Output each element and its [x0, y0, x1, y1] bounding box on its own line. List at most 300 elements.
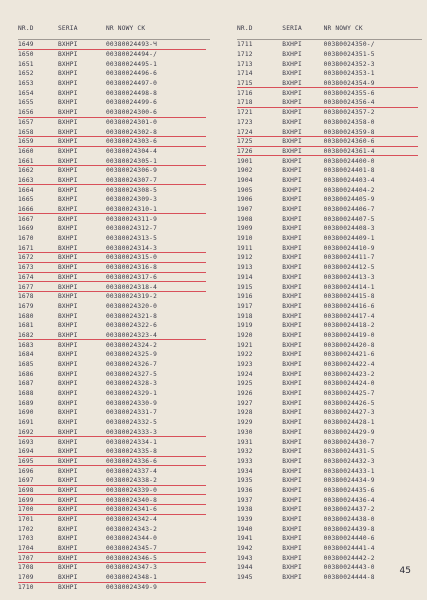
row-nr-nowy: 00380024414-1 — [323, 283, 375, 291]
row-seria: BXHPI — [282, 525, 302, 533]
row-seria: BXHPI — [58, 574, 78, 582]
row-nr-nowy: 00380024314-3 — [106, 244, 158, 252]
row-nr-nowy: 00380024339-0 — [106, 486, 158, 494]
row-nr: 1929 — [237, 419, 253, 427]
row-seria: BXHPI — [282, 574, 302, 582]
row-nr-nowy: 00380024341-6 — [106, 506, 158, 514]
table-row — [237, 437, 422, 447]
table-row — [237, 302, 422, 312]
row-nr: 1702 — [18, 525, 34, 533]
row-seria: BXHPI — [282, 370, 302, 378]
row-nr: 1688 — [18, 390, 34, 398]
row-seria: BXHPI — [282, 477, 302, 485]
row-seria: BXHPI — [58, 341, 78, 349]
table-row — [18, 505, 210, 515]
row-seria: BXHPI — [282, 409, 302, 417]
row-nr-nowy: 00380024423-2 — [323, 370, 375, 378]
table-row — [237, 79, 422, 89]
row-nr-nowy: 00380024304-4 — [106, 147, 158, 155]
table-row — [237, 360, 422, 370]
row-nr: 1928 — [237, 409, 253, 417]
header-nr: NR.D — [18, 24, 34, 32]
row-nr-nowy: 00380024350-/ — [323, 41, 375, 49]
row-nr: 1939 — [237, 516, 253, 524]
table-row — [237, 369, 422, 379]
row-seria: BXHPI — [282, 457, 302, 465]
table-row — [18, 418, 210, 428]
header-nr: NR.D — [237, 24, 253, 32]
row-seria: BXHPI — [282, 157, 302, 165]
row-seria: BXHPI — [282, 428, 302, 436]
table-row — [237, 408, 422, 418]
row-nr-nowy: 00380024321-8 — [106, 312, 158, 320]
table-row — [18, 166, 210, 176]
table-row — [18, 185, 210, 195]
row-nr-nowy: 0038002449З-Ч — [106, 41, 158, 49]
row-nr-nowy: 00380024430-7 — [323, 438, 375, 446]
row-seria: BXHPI — [58, 235, 78, 243]
row-nr-nowy: 00380024436-4 — [323, 496, 375, 504]
row-seria: BXHPI — [282, 535, 302, 543]
row-nr: 1701 — [18, 516, 34, 524]
row-nr: 1661 — [18, 157, 34, 165]
row-seria: BXHPI — [58, 206, 78, 214]
row-nr-nowy: 00380024429-9 — [323, 428, 375, 436]
row-seria: BXHPI — [58, 312, 78, 320]
table-row — [18, 176, 210, 186]
table-row — [237, 331, 422, 341]
row-nr-nowy: 00380024403-4 — [323, 176, 375, 184]
row-nr: 1938 — [237, 506, 253, 514]
row-nr-nowy: 00380024361-4 — [323, 147, 375, 155]
row-seria: BXHPI — [58, 399, 78, 407]
row-nr: 1677 — [18, 283, 34, 291]
row-nr: 1659 — [18, 138, 34, 146]
table-row — [237, 505, 422, 515]
row-nr-nowy: 00380024313-5 — [106, 235, 158, 243]
row-nr: 1686 — [18, 370, 34, 378]
row-nr: 1709 — [18, 574, 34, 582]
row-nr-nowy: 00380024425-7 — [323, 390, 375, 398]
table-row — [237, 273, 422, 283]
row-seria: BXHPI — [58, 186, 78, 194]
row-seria: BXHPI — [58, 554, 78, 562]
row-nr-nowy: 00380024405-9 — [323, 196, 375, 204]
row-nr-nowy: 00380024311-9 — [106, 215, 158, 223]
row-nr-nowy: 00380024306-9 — [106, 167, 158, 175]
row-nr: 1718 — [237, 99, 253, 107]
row-nr: 1684 — [18, 351, 34, 359]
row-nr: 1902 — [237, 167, 253, 175]
table-row — [237, 88, 422, 98]
row-seria: BXHPI — [58, 157, 78, 165]
row-nr-nowy: 00380024318-4 — [106, 283, 158, 291]
row-nr: 1662 — [18, 167, 34, 175]
row-nr-nowy: 00380024434-9 — [323, 477, 375, 485]
row-nr-nowy: 00380024497-0 — [106, 80, 158, 88]
table-row — [18, 195, 210, 205]
row-seria: BXHPI — [58, 302, 78, 310]
row-nr-nowy: 00380024340-8 — [106, 496, 158, 504]
row-seria: BXHPI — [58, 380, 78, 388]
row-seria: BXHPI — [282, 564, 302, 572]
row-seria: BXHPI — [282, 118, 302, 126]
table-row — [18, 476, 210, 486]
row-nr-nowy: 00380024427-3 — [323, 409, 375, 417]
row-seria: BXHPI — [282, 244, 302, 252]
row-nr-nowy: 00380024428-1 — [323, 419, 375, 427]
right-table-body — [237, 40, 422, 583]
row-nr: 1920 — [237, 331, 253, 339]
table-row — [18, 88, 210, 98]
row-seria: BXHPI — [58, 477, 78, 485]
row-nr: 1697 — [18, 477, 34, 485]
table-row — [237, 156, 422, 166]
row-nr: 1653 — [18, 80, 34, 88]
table-row — [18, 59, 210, 69]
row-seria: BXHPI — [282, 390, 302, 398]
row-seria: BXHPI — [282, 341, 302, 349]
row-nr-nowy: 00380024338-2 — [106, 477, 158, 485]
row-nr: 1918 — [237, 312, 253, 320]
table-row — [237, 166, 422, 176]
row-nr: 1660 — [18, 147, 34, 155]
table-row — [18, 253, 210, 263]
table-row — [18, 515, 210, 525]
row-seria: BXHPI — [282, 283, 302, 291]
row-seria: BXHPI — [282, 516, 302, 524]
row-nr: 1936 — [237, 486, 253, 494]
row-nr: 1711 — [237, 41, 253, 49]
table-row — [237, 147, 422, 157]
row-nr: 1901 — [237, 157, 253, 165]
table-row — [18, 369, 210, 379]
row-nr-nowy: 00380024320-0 — [106, 302, 158, 310]
row-seria: BXHPI — [58, 167, 78, 175]
row-nr: 1682 — [18, 331, 34, 339]
table-row — [237, 263, 422, 273]
row-seria: BXHPI — [282, 380, 302, 388]
row-seria: BXHPI — [282, 89, 302, 97]
row-nr: 1708 — [18, 564, 34, 572]
row-nr-nowy: 00380024345-7 — [106, 545, 158, 553]
row-seria: BXHPI — [58, 457, 78, 465]
row-seria: BXHPI — [58, 331, 78, 339]
row-nr-nowy: 00380024353-1 — [323, 70, 375, 78]
row-seria: BXHPI — [58, 545, 78, 553]
row-nr: 1679 — [18, 302, 34, 310]
row-nr-nowy: 00380024322-6 — [106, 322, 158, 330]
table-row — [237, 447, 422, 457]
page-number: 45 — [399, 566, 411, 576]
row-nr-nowy: 00380024331-7 — [106, 409, 158, 417]
row-nr-nowy: 00380024424-0 — [323, 380, 375, 388]
row-nr: 1912 — [237, 254, 253, 262]
row-nr: 1680 — [18, 312, 34, 320]
table-row — [237, 98, 422, 108]
row-seria: BXHPI — [282, 60, 302, 68]
row-nr-nowy: 00380024307-7 — [106, 176, 158, 184]
row-nr: 1934 — [237, 467, 253, 475]
row-seria: BXHPI — [282, 351, 302, 359]
table-row — [18, 263, 210, 273]
row-seria: BXHPI — [58, 118, 78, 126]
row-nr-nowy: 00380024351-5 — [323, 51, 375, 59]
row-seria: BXHPI — [58, 128, 78, 136]
row-nr-nowy: 00380024404-2 — [323, 186, 375, 194]
row-nr-nowy: 00380024441-4 — [323, 545, 375, 553]
table-row — [237, 59, 422, 69]
row-seria: BXHPI — [58, 496, 78, 504]
row-seria: BXHPI — [58, 109, 78, 117]
row-nr: 1672 — [18, 254, 34, 262]
table-row — [18, 447, 210, 457]
row-nr-nowy: 00380024400-0 — [323, 157, 375, 165]
row-nr-nowy: 00380024418-2 — [323, 322, 375, 330]
row-nr-nowy: 00380024308-5 — [106, 186, 158, 194]
table-row — [237, 69, 422, 79]
row-nr-nowy: 00380024300-6 — [106, 109, 158, 117]
table-row — [237, 524, 422, 534]
row-nr-nowy: 00380024443-0 — [323, 564, 375, 572]
table-row — [18, 118, 210, 128]
row-seria: BXHPI — [58, 196, 78, 204]
row-seria: BXHPI — [282, 448, 302, 456]
table-row — [237, 224, 422, 234]
table-row — [18, 224, 210, 234]
table-row — [237, 40, 422, 50]
row-nr: 1911 — [237, 244, 253, 252]
row-nr: 1691 — [18, 419, 34, 427]
row-seria: BXHPI — [58, 467, 78, 475]
table-row — [237, 486, 422, 496]
table-row — [237, 108, 422, 118]
table-row — [237, 389, 422, 399]
table-row — [237, 311, 422, 321]
row-nr: 1943 — [237, 554, 253, 562]
header-nr-nowy: NR NOWY CK — [323, 24, 363, 32]
table-row — [18, 40, 210, 50]
row-nr: 1923 — [237, 361, 253, 369]
row-seria: BXHPI — [282, 506, 302, 514]
row-nr: 1935 — [237, 477, 253, 485]
row-nr: 1919 — [237, 322, 253, 330]
table-row — [18, 69, 210, 79]
row-nr: 1665 — [18, 196, 34, 204]
table-row — [18, 214, 210, 224]
row-nr-nowy: 00380024349-9 — [106, 583, 158, 591]
row-nr-nowy: 00380024494-/ — [106, 51, 158, 59]
row-seria: BXHPI — [58, 293, 78, 301]
row-nr-nowy: 00380024309-3 — [106, 196, 158, 204]
row-nr-nowy: 00380024442-2 — [323, 554, 375, 562]
table-row — [18, 321, 210, 331]
table-row — [237, 185, 422, 195]
row-nr-nowy: 00380024437-2 — [323, 506, 375, 514]
table-row — [18, 389, 210, 399]
table-row — [237, 118, 422, 128]
row-seria: BXHPI — [282, 467, 302, 475]
row-nr: 1651 — [18, 60, 34, 68]
row-nr: 1937 — [237, 496, 253, 504]
row-seria: BXHPI — [58, 583, 78, 591]
row-nr-nowy: 00380024316-8 — [106, 264, 158, 272]
row-nr-nowy: 00380024444-8 — [323, 574, 375, 582]
table-row — [18, 553, 210, 563]
row-seria: BXHPI — [58, 525, 78, 533]
row-seria: BXHPI — [282, 438, 302, 446]
row-nr: 1945 — [237, 574, 253, 582]
row-nr: 1693 — [18, 438, 34, 446]
row-nr: 1725 — [237, 138, 253, 146]
table-row — [18, 292, 210, 302]
row-nr-nowy: 00380024302-8 — [106, 128, 158, 136]
row-seria: BXHPI — [58, 516, 78, 524]
row-nr-nowy: 00380024354-9 — [323, 80, 375, 88]
row-seria: BXHPI — [282, 361, 302, 369]
row-seria: BXHPI — [282, 225, 302, 233]
row-nr-nowy: 00380024406-7 — [323, 206, 375, 214]
row-nr: 1650 — [18, 51, 34, 59]
table-row — [237, 176, 422, 186]
table-row — [237, 253, 422, 263]
row-seria: BXHPI — [282, 138, 302, 146]
row-nr-nowy: 00380024310-1 — [106, 206, 158, 214]
table-row — [18, 379, 210, 389]
row-nr: 1703 — [18, 535, 34, 543]
row-seria: BXHPI — [58, 564, 78, 572]
row-nr-nowy: 00380024496-6 — [106, 70, 158, 78]
table-row — [237, 292, 422, 302]
row-nr-nowy: 00380024426-5 — [323, 399, 375, 407]
row-nr: 1925 — [237, 380, 253, 388]
table-row — [18, 583, 210, 593]
table-row — [18, 573, 210, 583]
row-seria: BXHPI — [58, 60, 78, 68]
row-nr-nowy: 00380024419-0 — [323, 331, 375, 339]
row-seria: BXHPI — [58, 89, 78, 97]
row-nr-nowy: 00380024326-7 — [106, 361, 158, 369]
row-seria: BXHPI — [58, 254, 78, 262]
row-seria: BXHPI — [282, 312, 302, 320]
row-seria: BXHPI — [58, 351, 78, 359]
row-seria: BXHPI — [58, 438, 78, 446]
row-seria: BXHPI — [58, 80, 78, 88]
row-nr: 1910 — [237, 235, 253, 243]
row-seria: BXHPI — [282, 167, 302, 175]
row-nr-nowy: 00380024411-7 — [323, 254, 375, 262]
row-nr-nowy: 00380024328-3 — [106, 380, 158, 388]
row-seria: BXHPI — [282, 399, 302, 407]
row-seria: BXHPI — [282, 128, 302, 136]
row-nr-nowy: 00380024335-8 — [106, 448, 158, 456]
table-row — [237, 466, 422, 476]
row-nr: 1690 — [18, 409, 34, 417]
table-row — [237, 534, 422, 544]
table-row — [18, 79, 210, 89]
row-nr-nowy: 00380024317-6 — [106, 273, 158, 281]
row-nr-nowy: 00380024333-3 — [106, 428, 158, 436]
table-row — [18, 205, 210, 215]
row-seria: BXHPI — [58, 535, 78, 543]
row-seria: BXHPI — [282, 215, 302, 223]
row-seria: BXHPI — [282, 264, 302, 272]
table-row — [18, 127, 210, 137]
row-nr: 1724 — [237, 128, 253, 136]
table-row — [237, 418, 422, 428]
row-nr: 1655 — [18, 99, 34, 107]
row-seria: BXHPI — [58, 390, 78, 398]
row-nr-nowy: 00380024352-3 — [323, 60, 375, 68]
table-row — [237, 379, 422, 389]
row-nr-nowy: 00380024360-6 — [323, 138, 375, 146]
row-seria: BXHPI — [282, 41, 302, 49]
row-nr-nowy: 00380024431-5 — [323, 448, 375, 456]
row-nr-nowy: 00380024420-8 — [323, 341, 375, 349]
table-row — [237, 205, 422, 215]
row-nr: 1671 — [18, 244, 34, 252]
table-row — [18, 398, 210, 408]
row-nr-nowy: 00380024412-5 — [323, 264, 375, 272]
row-nr: 1674 — [18, 273, 34, 281]
table-row — [237, 282, 422, 292]
right-column — [237, 22, 422, 583]
row-seria: BXHPI — [58, 361, 78, 369]
row-nr: 1942 — [237, 545, 253, 553]
row-nr: 1683 — [18, 341, 34, 349]
row-nr: 1908 — [237, 215, 253, 223]
row-nr-nowy: 00380024435-6 — [323, 486, 375, 494]
row-nr-nowy: 00380024334-1 — [106, 438, 158, 446]
row-nr-nowy: 00380024359-8 — [323, 128, 375, 136]
table-row — [18, 156, 210, 166]
table-row — [18, 534, 210, 544]
table-row — [237, 127, 422, 137]
row-nr-nowy: 00380024337-4 — [106, 467, 158, 475]
table-row — [237, 243, 422, 253]
table-row — [237, 515, 422, 525]
table-row — [18, 302, 210, 312]
row-nr-nowy: 00380024332-5 — [106, 419, 158, 427]
row-nr: 1931 — [237, 438, 253, 446]
table-row — [18, 282, 210, 292]
table-row — [237, 495, 422, 505]
row-nr: 1716 — [237, 89, 253, 97]
row-seria: BXHPI — [58, 273, 78, 281]
row-nr-nowy: 00380024438-0 — [323, 516, 375, 524]
row-seria: BXHPI — [58, 176, 78, 184]
row-nr: 1915 — [237, 283, 253, 291]
table-row — [237, 321, 422, 331]
row-nr: 1652 — [18, 70, 34, 78]
row-nr: 1715 — [237, 80, 253, 88]
row-seria: BXHPI — [282, 331, 302, 339]
row-seria: BXHPI — [282, 496, 302, 504]
table-row — [18, 495, 210, 505]
row-seria: BXHPI — [282, 302, 302, 310]
row-seria: BXHPI — [282, 545, 302, 553]
row-nr-nowy: 00380024499-6 — [106, 99, 158, 107]
header-nr-nowy: NR NOWY CK — [106, 24, 146, 32]
row-nr: 1663 — [18, 176, 34, 184]
row-nr-nowy: 00380024327-5 — [106, 370, 158, 378]
row-nr: 1713 — [237, 60, 253, 68]
row-nr: 1726 — [237, 147, 253, 155]
row-seria: BXHPI — [282, 196, 302, 204]
table-row — [18, 234, 210, 244]
table-row — [18, 457, 210, 467]
row-nr-nowy: 00380024498-8 — [106, 89, 158, 97]
